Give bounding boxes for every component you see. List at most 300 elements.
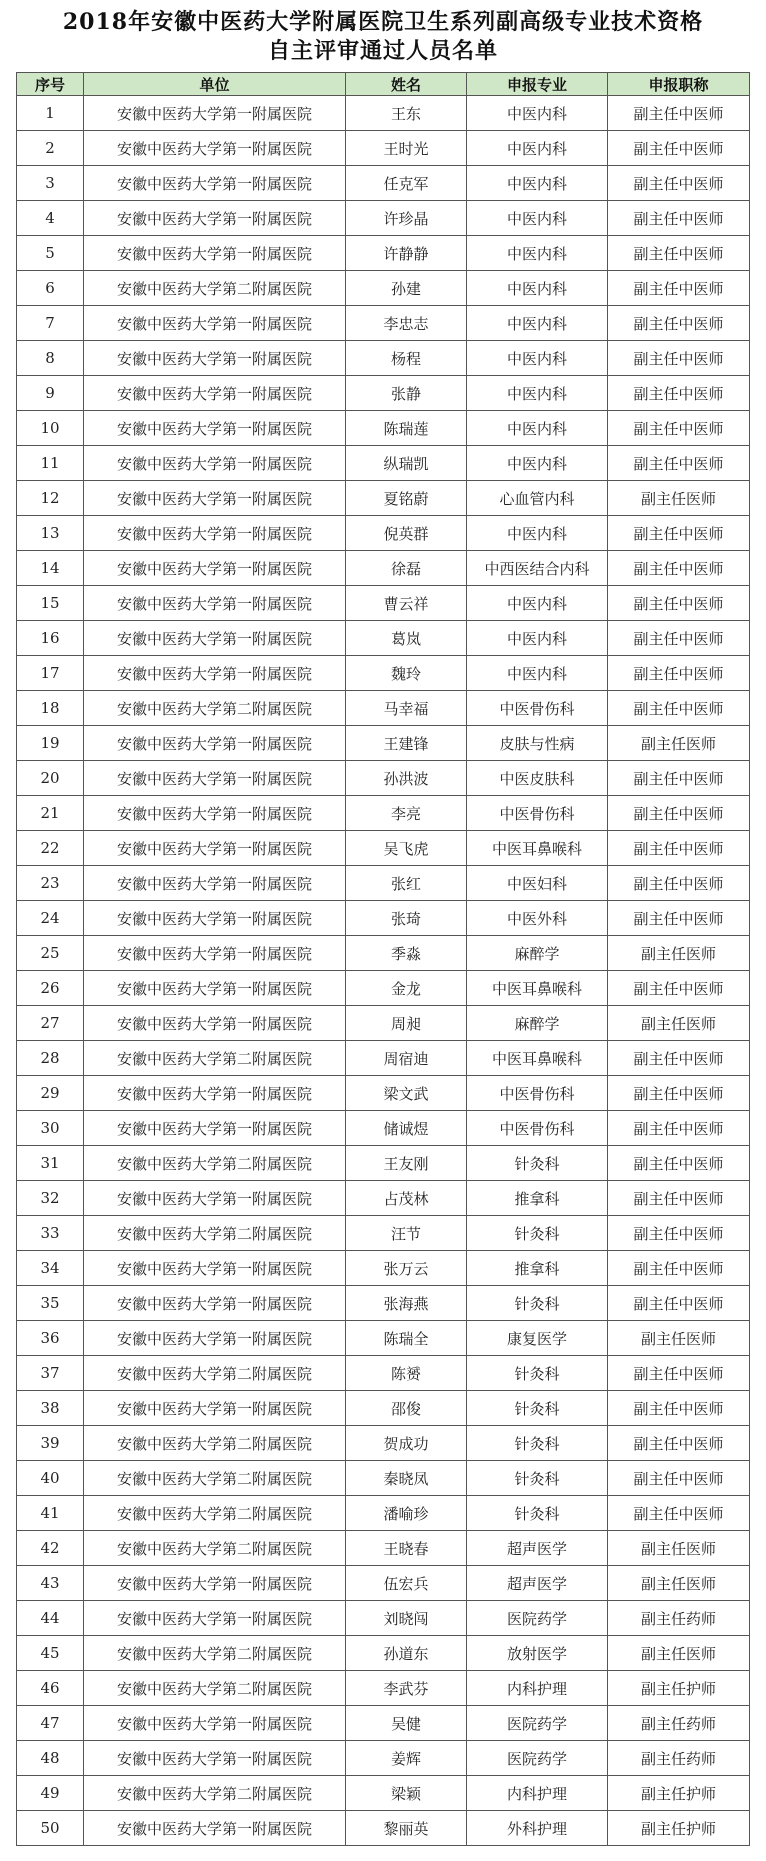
cell-unit: 安徽中医药大学第一附属医院 bbox=[84, 1111, 346, 1146]
cell-title: 副主任中医师 bbox=[608, 901, 750, 936]
cell-name: 占茂林 bbox=[346, 1181, 467, 1216]
document-title-line1: 2018年安徽中医药大学附属医院卫生系列副高级专业技术资格 bbox=[62, 9, 704, 35]
table-row bbox=[17, 586, 750, 621]
table-row bbox=[17, 1041, 750, 1076]
cell-specialty: 中医内科 bbox=[467, 656, 608, 691]
cell-index: 15 bbox=[17, 586, 84, 621]
table-row bbox=[17, 306, 750, 341]
cell-name: 邵俊 bbox=[346, 1391, 467, 1426]
cell-name: 李武芬 bbox=[346, 1671, 467, 1706]
cell-name: 李亮 bbox=[346, 796, 467, 831]
cell-title: 副主任中医师 bbox=[608, 376, 750, 411]
cell-unit: 安徽中医药大学第二附属医院 bbox=[84, 1216, 346, 1251]
cell-index: 44 bbox=[17, 1601, 84, 1636]
table-row bbox=[17, 1426, 750, 1461]
cell-title: 副主任中医师 bbox=[608, 831, 750, 866]
cell-specialty: 中医内科 bbox=[467, 411, 608, 446]
cell-unit: 安徽中医药大学第二附属医院 bbox=[84, 1636, 346, 1671]
table-row bbox=[17, 831, 750, 866]
cell-title: 副主任药师 bbox=[608, 1741, 750, 1776]
cell-unit: 安徽中医药大学第一附属医院 bbox=[84, 1251, 346, 1286]
cell-index: 3 bbox=[17, 166, 84, 201]
table-row bbox=[17, 656, 750, 691]
cell-specialty: 医院药学 bbox=[467, 1706, 608, 1741]
cell-title: 副主任中医师 bbox=[608, 306, 750, 341]
table-row bbox=[17, 1286, 750, 1321]
cell-index: 13 bbox=[17, 516, 84, 551]
table-row bbox=[17, 376, 750, 411]
cell-title: 副主任中医师 bbox=[608, 1426, 750, 1461]
cell-name: 葛岚 bbox=[346, 621, 467, 656]
table-row bbox=[17, 1181, 750, 1216]
cell-title: 副主任中医师 bbox=[608, 411, 750, 446]
table-row bbox=[17, 691, 750, 726]
cell-index: 24 bbox=[17, 901, 84, 936]
table-row bbox=[17, 901, 750, 936]
cell-title: 副主任医师 bbox=[608, 936, 750, 971]
table-row bbox=[17, 621, 750, 656]
cell-name: 陈瑞莲 bbox=[346, 411, 467, 446]
cell-specialty: 中医内科 bbox=[467, 201, 608, 236]
cell-name: 孙道东 bbox=[346, 1636, 467, 1671]
cell-index: 40 bbox=[17, 1461, 84, 1496]
cell-index: 38 bbox=[17, 1391, 84, 1426]
cell-index: 28 bbox=[17, 1041, 84, 1076]
cell-index: 20 bbox=[17, 761, 84, 796]
cell-title: 副主任医师 bbox=[608, 726, 750, 761]
cell-specialty: 中医外科 bbox=[467, 901, 608, 936]
cell-specialty: 中医内科 bbox=[467, 271, 608, 306]
table-row bbox=[17, 796, 750, 831]
cell-unit: 安徽中医药大学第二附属医院 bbox=[84, 1496, 346, 1531]
table-row bbox=[17, 1566, 750, 1601]
table-row bbox=[17, 936, 750, 971]
cell-title: 副主任医师 bbox=[608, 1006, 750, 1041]
cell-name: 孙建 bbox=[346, 271, 467, 306]
cell-specialty: 中医内科 bbox=[467, 306, 608, 341]
cell-unit: 安徽中医药大学第一附属医院 bbox=[84, 656, 346, 691]
cell-specialty: 中医骨伤科 bbox=[467, 1111, 608, 1146]
table-row bbox=[17, 1811, 750, 1846]
cell-title: 副主任中医师 bbox=[608, 96, 750, 131]
cell-specialty: 中医妇科 bbox=[467, 866, 608, 901]
cell-specialty: 放射医学 bbox=[467, 1636, 608, 1671]
cell-unit: 安徽中医药大学第一附属医院 bbox=[84, 166, 346, 201]
cell-name: 倪英群 bbox=[346, 516, 467, 551]
cell-name: 周宿迪 bbox=[346, 1041, 467, 1076]
cell-specialty: 麻醉学 bbox=[467, 1006, 608, 1041]
cell-title: 副主任医师 bbox=[608, 1636, 750, 1671]
cell-title: 副主任中医师 bbox=[608, 621, 750, 656]
cell-unit: 安徽中医药大学第一附属医院 bbox=[84, 1811, 346, 1846]
cell-name: 陈瑞全 bbox=[346, 1321, 467, 1356]
cell-unit: 安徽中医药大学第二附属医院 bbox=[84, 1426, 346, 1461]
cell-name: 汪节 bbox=[346, 1216, 467, 1251]
cell-index: 7 bbox=[17, 306, 84, 341]
cell-unit: 安徽中医药大学第一附属医院 bbox=[84, 446, 346, 481]
cell-specialty: 心血管内科 bbox=[467, 481, 608, 516]
cell-title: 副主任中医师 bbox=[608, 236, 750, 271]
cell-unit: 安徽中医药大学第一附属医院 bbox=[84, 1006, 346, 1041]
cell-specialty: 针灸科 bbox=[467, 1391, 608, 1426]
cell-index: 17 bbox=[17, 656, 84, 691]
cell-unit: 安徽中医药大学第一附属医院 bbox=[84, 621, 346, 656]
cell-specialty: 中医耳鼻喉科 bbox=[467, 1041, 608, 1076]
cell-unit: 安徽中医药大学第一附属医院 bbox=[84, 1566, 346, 1601]
cell-name: 曹云祥 bbox=[346, 586, 467, 621]
table-row bbox=[17, 1706, 750, 1741]
cell-specialty: 中医耳鼻喉科 bbox=[467, 831, 608, 866]
table-row bbox=[17, 446, 750, 481]
cell-specialty: 超声医学 bbox=[467, 1531, 608, 1566]
cell-index: 31 bbox=[17, 1146, 84, 1181]
cell-title: 副主任中医师 bbox=[608, 131, 750, 166]
table-row bbox=[17, 1636, 750, 1671]
cell-specialty: 中医内科 bbox=[467, 621, 608, 656]
cell-name: 张琦 bbox=[346, 901, 467, 936]
table-row bbox=[17, 1776, 750, 1811]
cell-title: 副主任中医师 bbox=[608, 1181, 750, 1216]
table-row bbox=[17, 1111, 750, 1146]
cell-index: 48 bbox=[17, 1741, 84, 1776]
cell-unit: 安徽中医药大学第二附属医院 bbox=[84, 1776, 346, 1811]
cell-title: 副主任中医师 bbox=[608, 656, 750, 691]
cell-name: 马幸福 bbox=[346, 691, 467, 726]
cell-name: 贺成功 bbox=[346, 1426, 467, 1461]
table-row bbox=[17, 201, 750, 236]
table-header bbox=[17, 73, 750, 96]
cell-index: 39 bbox=[17, 1426, 84, 1461]
cell-name: 夏铭蔚 bbox=[346, 481, 467, 516]
cell-title: 副主任护师 bbox=[608, 1811, 750, 1846]
cell-index: 45 bbox=[17, 1636, 84, 1671]
cell-unit: 安徽中医药大学第一附属医院 bbox=[84, 201, 346, 236]
cell-index: 5 bbox=[17, 236, 84, 271]
cell-title: 副主任中医师 bbox=[608, 1111, 750, 1146]
cell-specialty: 中医皮肤科 bbox=[467, 761, 608, 796]
cell-unit: 安徽中医药大学第一附属医院 bbox=[84, 936, 346, 971]
table-row bbox=[17, 1321, 750, 1356]
cell-name: 周昶 bbox=[346, 1006, 467, 1041]
cell-index: 29 bbox=[17, 1076, 84, 1111]
cell-unit: 安徽中医药大学第一附属医院 bbox=[84, 306, 346, 341]
cell-specialty: 医院药学 bbox=[467, 1601, 608, 1636]
cell-specialty: 针灸科 bbox=[467, 1496, 608, 1531]
cell-unit: 安徽中医药大学第一附属医院 bbox=[84, 1391, 346, 1426]
cell-unit: 安徽中医药大学第一附属医院 bbox=[84, 761, 346, 796]
cell-name: 许静静 bbox=[346, 236, 467, 271]
cell-name: 王晓春 bbox=[346, 1531, 467, 1566]
table-body bbox=[17, 96, 750, 1846]
cell-index: 14 bbox=[17, 551, 84, 586]
cell-title: 副主任中医师 bbox=[608, 1461, 750, 1496]
cell-specialty: 内科护理 bbox=[467, 1671, 608, 1706]
cell-name: 吴飞虎 bbox=[346, 831, 467, 866]
cell-unit: 安徽中医药大学第一附属医院 bbox=[84, 1286, 346, 1321]
cell-title: 副主任中医师 bbox=[608, 691, 750, 726]
cell-unit: 安徽中医药大学第一附属医院 bbox=[84, 131, 346, 166]
cell-index: 4 bbox=[17, 201, 84, 236]
cell-title: 副主任中医师 bbox=[608, 516, 750, 551]
table-row bbox=[17, 1496, 750, 1531]
cell-unit: 安徽中医药大学第一附属医院 bbox=[84, 236, 346, 271]
cell-unit: 安徽中医药大学第一附属医院 bbox=[84, 1741, 346, 1776]
cell-unit: 安徽中医药大学第二附属医院 bbox=[84, 1356, 346, 1391]
cell-title: 副主任中医师 bbox=[608, 1286, 750, 1321]
roster-table bbox=[16, 72, 750, 1846]
cell-name: 王建锋 bbox=[346, 726, 467, 761]
cell-unit: 安徽中医药大学第二附属医院 bbox=[84, 691, 346, 726]
cell-name: 张海燕 bbox=[346, 1286, 467, 1321]
cell-title: 副主任中医师 bbox=[608, 551, 750, 586]
cell-name: 陈赟 bbox=[346, 1356, 467, 1391]
cell-index: 12 bbox=[17, 481, 84, 516]
table-row bbox=[17, 271, 750, 306]
cell-unit: 安徽中医药大学第一附属医院 bbox=[84, 1076, 346, 1111]
cell-unit: 安徽中医药大学第一附属医院 bbox=[84, 866, 346, 901]
cell-specialty: 中医内科 bbox=[467, 341, 608, 376]
cell-name: 魏玲 bbox=[346, 656, 467, 691]
cell-unit: 安徽中医药大学第一附属医院 bbox=[84, 96, 346, 131]
cell-title: 副主任医师 bbox=[608, 481, 750, 516]
cell-title: 副主任中医师 bbox=[608, 341, 750, 376]
cell-index: 41 bbox=[17, 1496, 84, 1531]
cell-index: 36 bbox=[17, 1321, 84, 1356]
cell-index: 16 bbox=[17, 621, 84, 656]
table-row bbox=[17, 866, 750, 901]
cell-unit: 安徽中医药大学第一附属医院 bbox=[84, 341, 346, 376]
table-row bbox=[17, 341, 750, 376]
cell-title: 副主任药师 bbox=[608, 1601, 750, 1636]
table-row bbox=[17, 96, 750, 131]
cell-name: 伍宏兵 bbox=[346, 1566, 467, 1601]
cell-unit: 安徽中医药大学第一附属医院 bbox=[84, 586, 346, 621]
cell-specialty: 超声医学 bbox=[467, 1566, 608, 1601]
cell-title: 副主任中医师 bbox=[608, 1496, 750, 1531]
cell-title: 副主任医师 bbox=[608, 1566, 750, 1601]
cell-specialty: 中医耳鼻喉科 bbox=[467, 971, 608, 1006]
cell-unit: 安徽中医药大学第一附属医院 bbox=[84, 1181, 346, 1216]
cell-name: 王友刚 bbox=[346, 1146, 467, 1181]
cell-specialty: 皮肤与性病 bbox=[467, 726, 608, 761]
cell-unit: 安徽中医药大学第二附属医院 bbox=[84, 1671, 346, 1706]
table-row bbox=[17, 1461, 750, 1496]
cell-title: 副主任中医师 bbox=[608, 971, 750, 1006]
cell-unit: 安徽中医药大学第一附属医院 bbox=[84, 481, 346, 516]
cell-specialty: 中西医结合内科 bbox=[467, 551, 608, 586]
cell-index: 26 bbox=[17, 971, 84, 1006]
cell-title: 副主任中医师 bbox=[608, 1216, 750, 1251]
cell-title: 副主任中医师 bbox=[608, 1391, 750, 1426]
cell-unit: 安徽中医药大学第一附属医院 bbox=[84, 971, 346, 1006]
cell-index: 34 bbox=[17, 1251, 84, 1286]
table-row bbox=[17, 1601, 750, 1636]
table-row bbox=[17, 1671, 750, 1706]
table-row bbox=[17, 236, 750, 271]
cell-specialty: 中医内科 bbox=[467, 516, 608, 551]
cell-name: 孙洪波 bbox=[346, 761, 467, 796]
cell-title: 副主任中医师 bbox=[608, 1041, 750, 1076]
cell-index: 9 bbox=[17, 376, 84, 411]
cell-title: 副主任中医师 bbox=[608, 761, 750, 796]
cell-name: 王东 bbox=[346, 96, 467, 131]
cell-unit: 安徽中医药大学第一附属医院 bbox=[84, 516, 346, 551]
cell-title: 副主任中医师 bbox=[608, 446, 750, 481]
cell-index: 42 bbox=[17, 1531, 84, 1566]
cell-unit: 安徽中医药大学第二附属医院 bbox=[84, 1531, 346, 1566]
cell-name: 王时光 bbox=[346, 131, 467, 166]
cell-name: 季淼 bbox=[346, 936, 467, 971]
table-row bbox=[17, 1391, 750, 1426]
cell-unit: 安徽中医药大学第二附属医院 bbox=[84, 271, 346, 306]
cell-name: 张万云 bbox=[346, 1251, 467, 1286]
cell-name: 吴健 bbox=[346, 1706, 467, 1741]
cell-name: 金龙 bbox=[346, 971, 467, 1006]
table-row bbox=[17, 411, 750, 446]
cell-index: 18 bbox=[17, 691, 84, 726]
cell-unit: 安徽中医药大学第一附属医院 bbox=[84, 1321, 346, 1356]
cell-unit: 安徽中医药大学第二附属医院 bbox=[84, 1041, 346, 1076]
column-header-index: 序号 bbox=[17, 73, 84, 96]
cell-index: 6 bbox=[17, 271, 84, 306]
cell-specialty: 推拿科 bbox=[467, 1251, 608, 1286]
table-header-row bbox=[17, 73, 750, 96]
cell-name: 徐磊 bbox=[346, 551, 467, 586]
cell-title: 副主任中医师 bbox=[608, 201, 750, 236]
cell-name: 潘喻珍 bbox=[346, 1496, 467, 1531]
cell-title: 副主任中医师 bbox=[608, 1251, 750, 1286]
cell-title: 副主任中医师 bbox=[608, 1146, 750, 1181]
cell-index: 22 bbox=[17, 831, 84, 866]
cell-name: 姜辉 bbox=[346, 1741, 467, 1776]
cell-name: 梁文武 bbox=[346, 1076, 467, 1111]
cell-specialty: 外科护理 bbox=[467, 1811, 608, 1846]
cell-title: 副主任医师 bbox=[608, 1321, 750, 1356]
cell-title: 副主任护师 bbox=[608, 1776, 750, 1811]
cell-unit: 安徽中医药大学第一附属医院 bbox=[84, 796, 346, 831]
cell-specialty: 康复医学 bbox=[467, 1321, 608, 1356]
cell-index: 49 bbox=[17, 1776, 84, 1811]
cell-specialty: 中医骨伤科 bbox=[467, 691, 608, 726]
cell-specialty: 麻醉学 bbox=[467, 936, 608, 971]
cell-specialty: 中医内科 bbox=[467, 166, 608, 201]
cell-specialty: 针灸科 bbox=[467, 1146, 608, 1181]
cell-index: 1 bbox=[17, 96, 84, 131]
cell-specialty: 中医内科 bbox=[467, 96, 608, 131]
cell-title: 副主任中医师 bbox=[608, 796, 750, 831]
document-title-line2: 自主评审通过人员名单 bbox=[267, 38, 498, 64]
cell-title: 副主任中医师 bbox=[608, 586, 750, 621]
cell-specialty: 针灸科 bbox=[467, 1461, 608, 1496]
table-row bbox=[17, 481, 750, 516]
table-row bbox=[17, 131, 750, 166]
cell-name: 储诚煜 bbox=[346, 1111, 467, 1146]
cell-specialty: 针灸科 bbox=[467, 1356, 608, 1391]
cell-name: 梁颖 bbox=[346, 1776, 467, 1811]
cell-specialty: 中医内科 bbox=[467, 446, 608, 481]
column-header-name: 姓名 bbox=[346, 73, 467, 96]
table-row bbox=[17, 1741, 750, 1776]
cell-name: 纵瑞凯 bbox=[346, 446, 467, 481]
column-header-unit: 单位 bbox=[84, 73, 346, 96]
cell-name: 张静 bbox=[346, 376, 467, 411]
cell-index: 50 bbox=[17, 1811, 84, 1846]
cell-index: 8 bbox=[17, 341, 84, 376]
cell-specialty: 推拿科 bbox=[467, 1181, 608, 1216]
cell-specialty: 中医内科 bbox=[467, 131, 608, 166]
table-row bbox=[17, 1251, 750, 1286]
cell-title: 副主任中医师 bbox=[608, 271, 750, 306]
cell-specialty: 针灸科 bbox=[467, 1216, 608, 1251]
table-row bbox=[17, 761, 750, 796]
cell-index: 37 bbox=[17, 1356, 84, 1391]
table-row bbox=[17, 1216, 750, 1251]
cell-name: 张红 bbox=[346, 866, 467, 901]
column-header-title: 申报职称 bbox=[608, 73, 750, 96]
cell-unit: 安徽中医药大学第一附属医院 bbox=[84, 726, 346, 761]
cell-index: 35 bbox=[17, 1286, 84, 1321]
cell-index: 23 bbox=[17, 866, 84, 901]
cell-unit: 安徽中医药大学第二附属医院 bbox=[84, 1461, 346, 1496]
table-row bbox=[17, 1356, 750, 1391]
cell-index: 32 bbox=[17, 1181, 84, 1216]
cell-name: 杨程 bbox=[346, 341, 467, 376]
cell-specialty: 针灸科 bbox=[467, 1286, 608, 1321]
cell-specialty: 中医骨伤科 bbox=[467, 1076, 608, 1111]
cell-specialty: 中医内科 bbox=[467, 586, 608, 621]
cell-name: 许珍晶 bbox=[346, 201, 467, 236]
cell-index: 25 bbox=[17, 936, 84, 971]
cell-index: 46 bbox=[17, 1671, 84, 1706]
cell-title: 副主任中医师 bbox=[608, 866, 750, 901]
cell-title: 副主任中医师 bbox=[608, 1356, 750, 1391]
cell-specialty: 中医骨伤科 bbox=[467, 796, 608, 831]
table-row bbox=[17, 551, 750, 586]
cell-name: 任克军 bbox=[346, 166, 467, 201]
cell-unit: 安徽中医药大学第一附属医院 bbox=[84, 1706, 346, 1741]
table-row bbox=[17, 971, 750, 1006]
cell-unit: 安徽中医药大学第一附属医院 bbox=[84, 376, 346, 411]
cell-specialty: 针灸科 bbox=[467, 1426, 608, 1461]
cell-index: 27 bbox=[17, 1006, 84, 1041]
cell-title: 副主任护师 bbox=[608, 1671, 750, 1706]
cell-index: 47 bbox=[17, 1706, 84, 1741]
cell-index: 21 bbox=[17, 796, 84, 831]
cell-title: 副主任药师 bbox=[608, 1706, 750, 1741]
column-header-specialty: 申报专业 bbox=[467, 73, 608, 96]
cell-index: 19 bbox=[17, 726, 84, 761]
table-row bbox=[17, 1146, 750, 1181]
cell-unit: 安徽中医药大学第一附属医院 bbox=[84, 831, 346, 866]
table-row bbox=[17, 516, 750, 551]
cell-unit: 安徽中医药大学第二附属医院 bbox=[84, 1146, 346, 1181]
table-row bbox=[17, 1531, 750, 1566]
cell-unit: 安徽中医药大学第一附属医院 bbox=[84, 901, 346, 936]
cell-title: 副主任中医师 bbox=[608, 1076, 750, 1111]
cell-specialty: 医院药学 bbox=[467, 1741, 608, 1776]
cell-name: 李忠志 bbox=[346, 306, 467, 341]
table-row bbox=[17, 166, 750, 201]
cell-unit: 安徽中医药大学第一附属医院 bbox=[84, 411, 346, 446]
cell-unit: 安徽中医药大学第一附属医院 bbox=[84, 551, 346, 586]
cell-unit: 安徽中医药大学第一附属医院 bbox=[84, 1601, 346, 1636]
cell-index: 11 bbox=[17, 446, 84, 481]
cell-name: 秦晓凤 bbox=[346, 1461, 467, 1496]
cell-index: 10 bbox=[17, 411, 84, 446]
table-row bbox=[17, 1006, 750, 1041]
cell-specialty: 中医内科 bbox=[467, 376, 608, 411]
cell-title: 副主任中医师 bbox=[608, 166, 750, 201]
